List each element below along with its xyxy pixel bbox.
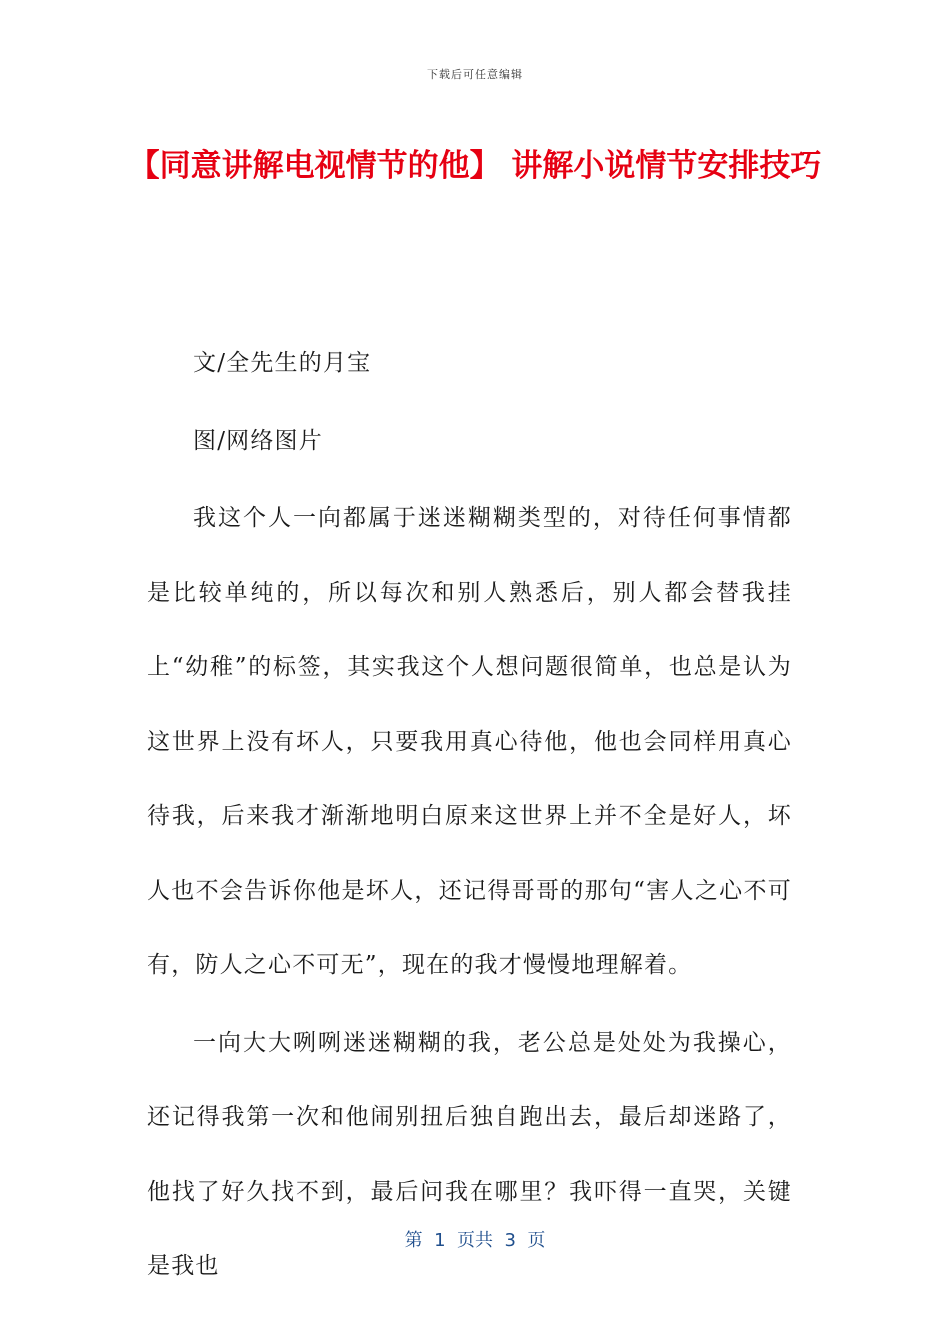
page-header-note: 下载后可任意编辑 <box>427 68 523 81</box>
document-title: 【同意讲解电视情节的他】 讲解小说情节安排技巧 <box>128 148 822 184</box>
image-credit-line: 图/网络图片 <box>193 427 323 454</box>
page-number-footer: 第 1 页共 3 页 <box>404 1230 546 1251</box>
document-body <box>147 326 792 1307</box>
body-paragraph: 我这个人一向都属于迷迷糊糊类型的，对待任何事情都是比较单纯的，所以每次和别人熟悉后，别人都会替我挂上“幼稚”的标签，其实我这个人想问题很简单，也总是认为这世界上没有坏人，只要我用真心待他，他也会同样用真心待我，后来我才渐渐地明白原来这世界上并不全是好人，坏人也不会告诉你他是坏人，还记得哥哥的那句“害人之心不可有，防人之心不可无”，现在的我才慢慢地理解着。 <box>147 505 792 978</box>
author-line: 文/全先生的月宝 <box>193 350 372 376</box>
body-paragraph: 一向大大咧咧迷迷糊糊的我，老公总是处处为我操心，还记得我第一次和他闹别扭后独自跑出去，最后却迷路了，他找了好久找不到，最后问我在哪里？我吓得一直哭，关键是我也 <box>147 1029 792 1279</box>
